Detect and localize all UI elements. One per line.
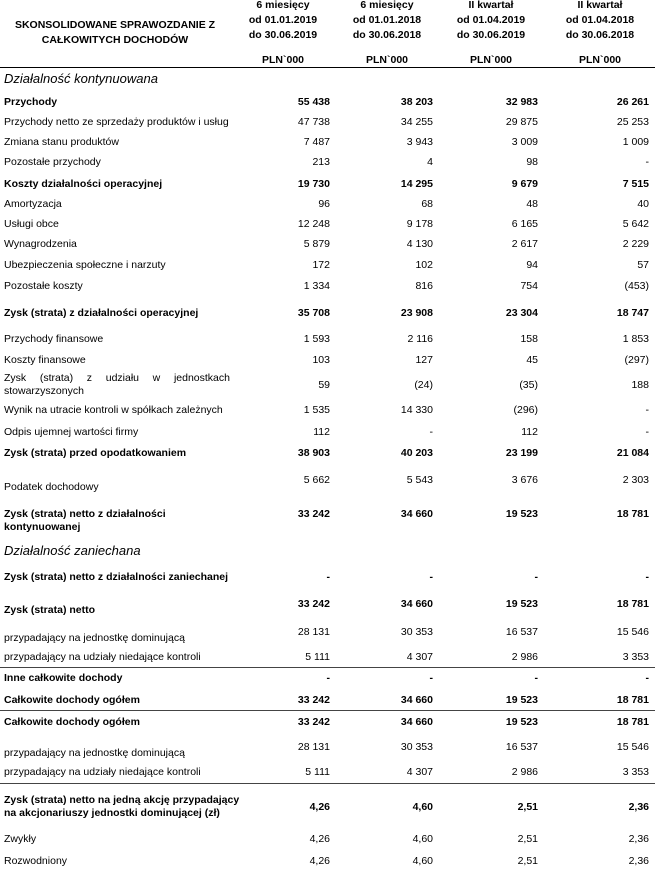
cell-value: 23 199 <box>505 447 538 459</box>
row-label-line1: Zysk (strata) netto na jedną akcję przypadający <box>4 794 240 806</box>
cell-value: 15 546 <box>616 626 649 638</box>
row-label: Zysk (strata) przed opodatkowaniem <box>4 447 187 459</box>
cell-value: 2,36 <box>628 855 649 867</box>
row-label: Przychody netto ze sprzedaży produktów i usług <box>4 116 229 128</box>
column-header-h1-2018 <box>340 0 434 66</box>
cell-value: 18 747 <box>616 307 649 319</box>
column-unit: PLN`000 <box>261 54 304 66</box>
cell-value: 35 708 <box>297 307 330 319</box>
cell-value: 25 253 <box>616 116 649 128</box>
cell-value: 158 <box>520 333 538 345</box>
cell-value: 2 116 <box>407 333 433 345</box>
cell-value: - <box>645 426 649 438</box>
cell-value: 14 330 <box>400 404 433 416</box>
cell-value: (296) <box>513 404 538 416</box>
cell-value: 7 515 <box>622 178 649 190</box>
cell-value: 1 334 <box>303 280 330 292</box>
cell-value: 48 <box>526 198 538 210</box>
row-label: Zysk (strata) netto z działalności zaniechanej <box>4 571 229 583</box>
cell-value: 2 617 <box>511 238 538 250</box>
cell-value: 16 537 <box>505 626 538 638</box>
row-label: Pozostałe koszty <box>4 280 83 292</box>
cell-value: 3 353 <box>622 766 649 778</box>
column-to: do 30.06.2018 <box>565 29 635 41</box>
row-label-line2: na akcjonariuszy jednostki dominującej (zł) <box>4 807 220 819</box>
cell-value: 2,36 <box>628 833 649 845</box>
cell-value: - <box>429 426 433 438</box>
column-period: 6 miesięcy <box>256 0 310 11</box>
header-divider <box>0 67 655 68</box>
row-label: Zwykły <box>4 833 37 845</box>
cell-value: 6 165 <box>511 218 538 230</box>
cell-value: 4,26 <box>309 855 330 867</box>
cell-value: 98 <box>526 156 538 168</box>
cell-value: 23 304 <box>505 307 538 319</box>
cell-value: 9 679 <box>511 178 538 190</box>
cell-value: 96 <box>318 198 330 210</box>
cell-value: 40 203 <box>400 447 433 459</box>
row-label: Amortyzacja <box>4 198 62 210</box>
row-label: Zysk (strata) netto <box>4 604 96 616</box>
cell-value: - <box>645 156 649 168</box>
row-label: Koszty działalności operacyjnej <box>4 178 163 190</box>
cell-value: 3 009 <box>511 136 538 148</box>
cell-value: 38 903 <box>297 447 330 459</box>
cell-value: 2,51 <box>517 801 538 813</box>
row-label: Zysk (strata) z działalności operacyjnej <box>4 307 199 319</box>
cell-value: 34 660 <box>400 508 433 520</box>
column-to: do 30.06.2018 <box>352 29 422 41</box>
row-divider <box>0 667 655 668</box>
cell-value: 2 229 <box>622 238 649 250</box>
cell-value: 4,60 <box>412 855 433 867</box>
cell-value: 18 781 <box>616 694 649 706</box>
cell-value: 47 738 <box>297 116 330 128</box>
cell-value: 112 <box>521 426 538 438</box>
cell-value: 32 983 <box>505 96 538 108</box>
statement-title-line2: CAŁKOWITYCH DOCHODÓW <box>41 34 189 46</box>
cell-value: 33 242 <box>297 694 330 706</box>
cell-value: 30 353 <box>400 741 433 753</box>
cell-value: 59 <box>318 379 330 391</box>
cell-value: 3 353 <box>622 651 649 663</box>
row-label <box>4 794 240 820</box>
cell-value: 38 203 <box>400 96 433 108</box>
column-from: od 01.04.2018 <box>565 14 635 26</box>
cell-value: 15 546 <box>616 741 649 753</box>
column-period: 6 miesięcy <box>360 0 414 11</box>
cell-value: 2,36 <box>628 801 649 813</box>
cell-value: 5 879 <box>303 238 330 250</box>
column-period: II kwartał <box>577 0 623 11</box>
section-discontinued: Działalność zaniechana <box>4 543 141 558</box>
cell-value: 5 111 <box>305 651 330 663</box>
cell-value: 4,26 <box>309 801 330 813</box>
column-header-h1-2019 <box>236 0 330 66</box>
cell-value: - <box>645 672 649 684</box>
row-label-line1: Zysk (strata) netto z działalności <box>4 508 166 520</box>
row-label: Inne całkowite dochody <box>4 672 123 684</box>
cell-value: 172 <box>312 259 330 271</box>
row-label: Przychody <box>4 96 58 108</box>
row-label: Rozwodniony <box>4 855 68 867</box>
row-label: Usługi obce <box>4 218 59 230</box>
row-label: przypadający na jednostkę dominującą <box>4 747 185 759</box>
cell-value: 45 <box>526 354 538 366</box>
cell-value: 33 242 <box>297 508 330 520</box>
cell-value: 19 523 <box>505 716 538 728</box>
cell-value: 4 307 <box>406 766 433 778</box>
cell-value: 3 676 <box>511 474 538 486</box>
column-from: od 01.04.2019 <box>456 14 526 26</box>
cell-value: (35) <box>519 379 538 391</box>
cell-value: (24) <box>414 379 433 391</box>
cell-value: 34 660 <box>400 694 433 706</box>
cell-value: 34 255 <box>400 116 433 128</box>
cell-value: 4 307 <box>406 651 433 663</box>
cell-value: - <box>326 672 330 684</box>
cell-value: 1 853 <box>622 333 649 345</box>
column-to: do 30.06.2019 <box>456 29 526 41</box>
statement-title-line1: SKONSOLIDOWANE SPRAWOZDANIE Z <box>14 19 216 31</box>
cell-value: - <box>645 571 649 583</box>
row-label: Zmiana stanu produktów <box>4 136 119 148</box>
column-unit: PLN`000 <box>578 54 621 66</box>
row-label-line2: kontynuowanej <box>4 521 81 533</box>
row-label <box>4 372 230 398</box>
section-continuing: Działalność kontynuowana <box>4 71 158 86</box>
cell-value: - <box>429 672 433 684</box>
cell-value: 40 <box>637 198 649 210</box>
cell-value: - <box>534 672 538 684</box>
cell-value: - <box>429 571 433 583</box>
cell-value: 33 242 <box>297 598 330 610</box>
cell-value: 4,60 <box>412 833 433 845</box>
cell-value: 754 <box>520 280 538 292</box>
cell-value: 30 353 <box>400 626 433 638</box>
cell-value: (453) <box>624 280 649 292</box>
row-label <box>4 508 230 534</box>
cell-value: 26 261 <box>616 96 649 108</box>
cell-value: 5 111 <box>305 766 330 778</box>
cell-value: - <box>534 571 538 583</box>
cell-value: 57 <box>637 259 649 271</box>
row-label: Koszty finansowe <box>4 354 86 366</box>
row-label: Całkowite dochody ogółem <box>4 694 140 706</box>
cell-value: 28 131 <box>297 741 330 753</box>
cell-value: 2 986 <box>511 766 538 778</box>
cell-value: 127 <box>415 354 433 366</box>
cell-value: 55 438 <box>297 96 330 108</box>
cell-value: 2 986 <box>511 651 538 663</box>
column-header-q2-2019 <box>444 0 538 66</box>
row-divider <box>0 783 655 784</box>
column-from: od 01.01.2019 <box>248 14 318 26</box>
cell-value: 18 781 <box>616 598 649 610</box>
cell-value: - <box>645 404 649 416</box>
cell-value: 19 730 <box>297 178 330 190</box>
cell-value: 14 295 <box>400 178 433 190</box>
cell-value: 9 178 <box>406 218 433 230</box>
row-label: Pozostałe przychody <box>4 156 101 168</box>
cell-value: 5 543 <box>406 474 433 486</box>
cell-value: 1 593 <box>303 333 330 345</box>
cell-value: 4 <box>427 156 433 168</box>
cell-value: 19 523 <box>505 508 538 520</box>
cell-value: 2,51 <box>517 833 538 845</box>
row-label: Wynik na utracie kontroli w spółkach zależnych <box>4 404 223 416</box>
row-label: przypadający na udziały niedające kontroli <box>4 766 201 778</box>
statement-title <box>0 0 230 66</box>
column-to: do 30.06.2019 <box>248 29 318 41</box>
cell-value: 16 537 <box>505 741 538 753</box>
cell-value: 4,60 <box>412 801 433 813</box>
cell-value: 5 642 <box>622 218 649 230</box>
row-label: Wynagrodzenia <box>4 238 77 250</box>
row-label: Ubezpieczenia społeczne i narzuty <box>4 259 166 271</box>
cell-value: 2,51 <box>517 855 538 867</box>
row-label-line1: Zysk (strata) z udziału w jednostkach <box>4 372 230 384</box>
cell-value: (297) <box>624 354 649 366</box>
cell-value: 1 535 <box>303 404 330 416</box>
cell-value: 112 <box>313 426 330 438</box>
cell-value: 2 303 <box>622 474 649 486</box>
row-divider <box>0 710 655 711</box>
cell-value: 21 084 <box>616 447 649 459</box>
cell-value: 23 908 <box>400 307 433 319</box>
row-label: przypadający na jednostkę dominującą <box>4 632 185 644</box>
column-header-q2-2018 <box>548 0 652 66</box>
cell-value: 18 781 <box>616 508 649 520</box>
column-period: II kwartał <box>468 0 514 11</box>
cell-value: 34 660 <box>400 598 433 610</box>
cell-value: 28 131 <box>297 626 330 638</box>
cell-value: 19 523 <box>505 598 538 610</box>
cell-value: 3 943 <box>406 136 433 148</box>
cell-value: 5 662 <box>303 474 330 486</box>
cell-value: - <box>326 571 330 583</box>
cell-value: 29 875 <box>505 116 538 128</box>
column-from: od 01.01.2018 <box>352 14 422 26</box>
cell-value: 18 781 <box>616 716 649 728</box>
cell-value: 94 <box>526 259 538 271</box>
cell-value: 4 130 <box>406 238 433 250</box>
row-label: Całkowite dochody ogółem <box>4 716 140 728</box>
cell-value: 4,26 <box>309 833 330 845</box>
cell-value: 19 523 <box>505 694 538 706</box>
cell-value: 7 487 <box>303 136 330 148</box>
cell-value: 68 <box>421 198 433 210</box>
row-label-line2: stowarzyszonych <box>4 385 84 397</box>
cell-value: 34 660 <box>400 716 433 728</box>
cell-value: 103 <box>312 354 330 366</box>
column-unit: PLN`000 <box>365 54 408 66</box>
cell-value: 33 242 <box>297 716 330 728</box>
row-label: Odpis ujemnej wartości firmy <box>4 426 139 438</box>
cell-value: 102 <box>415 259 433 271</box>
row-label: przypadający na udziały niedające kontroli <box>4 651 201 663</box>
cell-value: 213 <box>312 156 330 168</box>
cell-value: 816 <box>415 280 433 292</box>
cell-value: 188 <box>631 379 649 391</box>
cell-value: 12 248 <box>297 218 330 230</box>
cell-value: 1 009 <box>622 136 649 148</box>
row-label: Przychody finansowe <box>4 333 104 345</box>
column-unit: PLN`000 <box>469 54 512 66</box>
row-label: Podatek dochodowy <box>4 481 99 493</box>
